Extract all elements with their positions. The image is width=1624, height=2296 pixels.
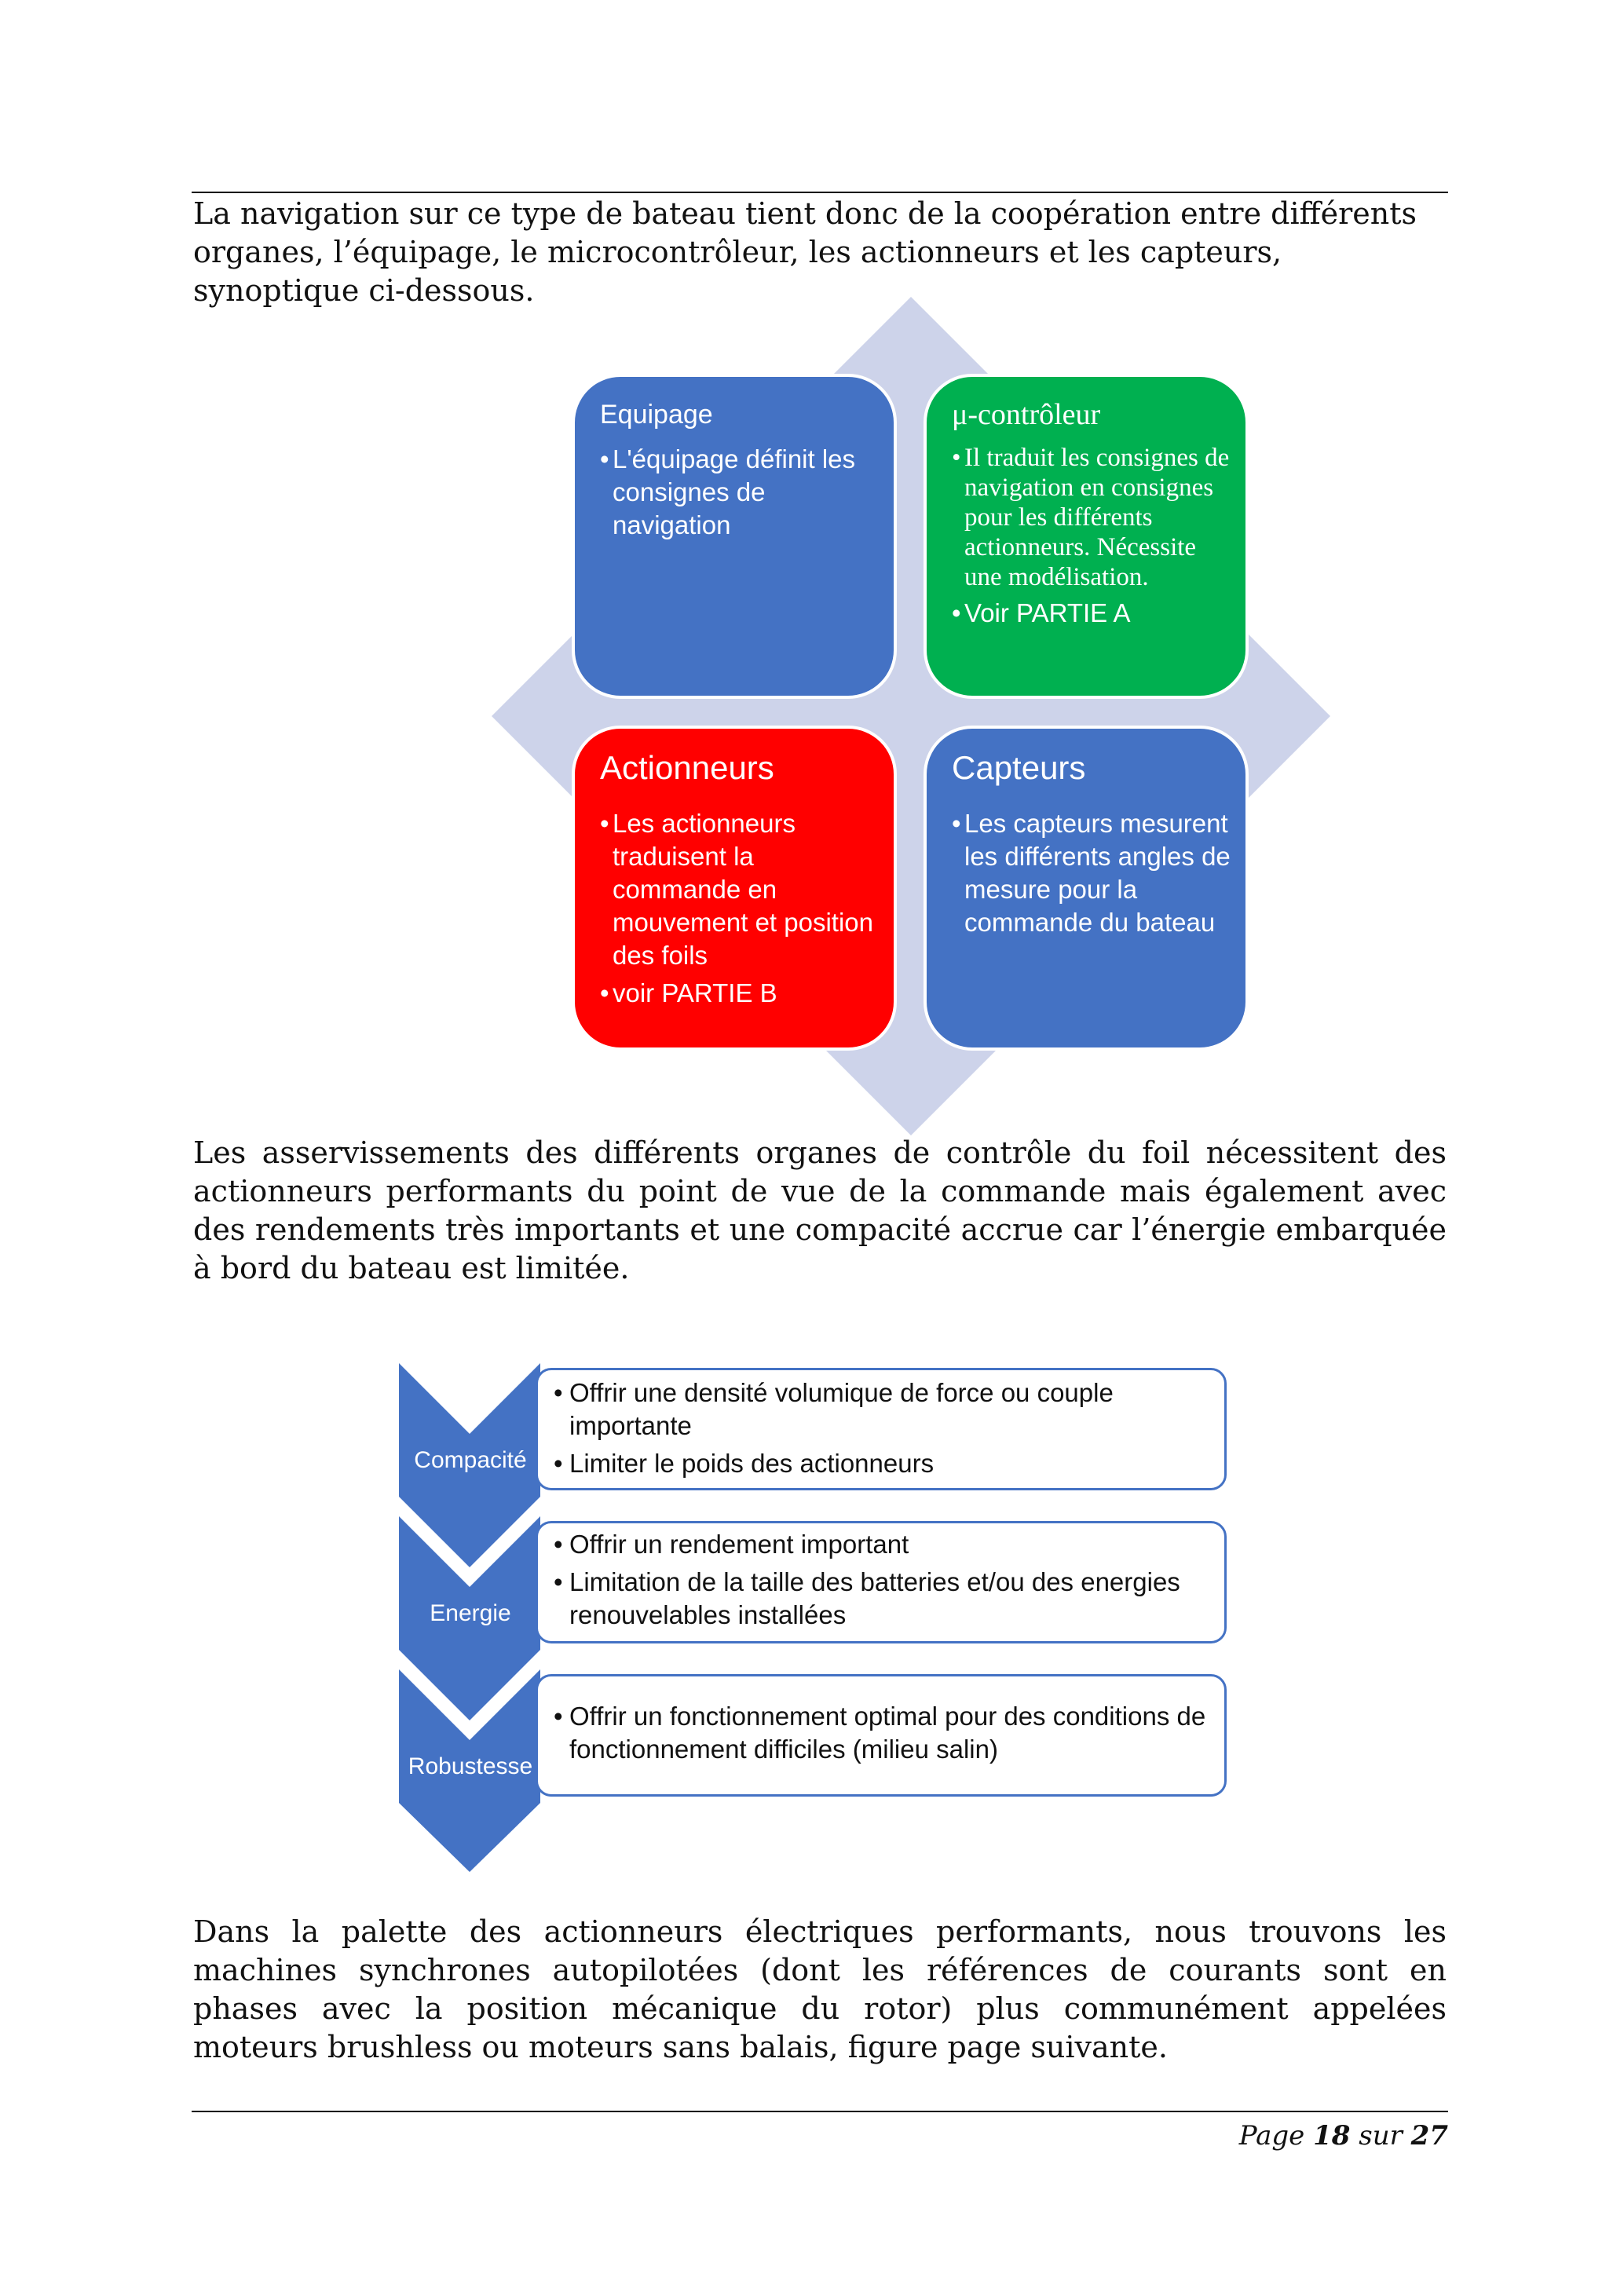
footer-total-pages: 27 — [1410, 2120, 1448, 2152]
tile-equipage-item: • L'équipage définit les consignes de navigation — [600, 443, 880, 542]
requirement-box-robustesse — [536, 1674, 1227, 1797]
tile-actionneurs-item: • Les actionneurs traduisent la commande en mouvement et position des foils — [600, 807, 880, 972]
tile-capteurs-title: Capteurs — [952, 749, 1086, 786]
requirement-item: • Offrir un rendement important — [554, 1528, 1213, 1561]
bottom-rule — [192, 2111, 1448, 2112]
middle-paragraph: Les asservissements des différents organes de contrôle du foil nécessitent des actionneurs performants du point de vue de la commande mais également avec des rendements très importants et une compacité accrue car l’énergie embarquée à bord du bateau est limitée. — [193, 1135, 1447, 1285]
requirement-label: Compacité — [414, 1447, 527, 1473]
requirement-box-energie — [536, 1521, 1227, 1643]
requirement-label: Energie — [430, 1600, 511, 1626]
tile-controleur-title: μ-contrôleur — [952, 398, 1101, 431]
requirement-item: • Offrir un fonctionnement optimal pour des conditions de fonctionnement difficiles (milieu salin) — [554, 1700, 1213, 1766]
intro-paragraph: La navigation sur ce type de bateau tient donc de la coopération entre différents organes, l’équipage, le microcontrôleur, les actionneurs et les capteurs, synoptique ci-dessous. — [193, 196, 1417, 308]
final-paragraph: Dans la palette des actionneurs électriques performants, nous trouvons les machines synchrones autopilotées (dont les références de courants sont en phases avec la position mécanique du rotor) plus communément appelées moteurs brushless ou moteurs sans balais, figure page suivante. — [193, 1914, 1447, 2064]
tile-actionneurs-title: Actionneurs — [600, 749, 774, 786]
requirement-item: • Limitation de la taille des batteries et/ou des energies renouvelables installées — [554, 1566, 1213, 1632]
requirement-label: Robustesse — [408, 1753, 533, 1779]
tile-actionneurs-item: • voir PARTIE B — [600, 977, 880, 1010]
requirement-item: • Offrir une densité volumique de force ou couple importante — [554, 1377, 1213, 1442]
page-footer — [1239, 2120, 1448, 2152]
tile-controleur-item: • Il traduit les consignes de navigation en consignes pour les différents actionneurs. Nécessite une modélisation. — [952, 443, 1231, 592]
requirement-box-compacite — [536, 1368, 1227, 1490]
tile-equipage-title: Equipage — [600, 400, 713, 430]
footer-of-word: sur — [1359, 2120, 1403, 2152]
footer-page-number: 18 — [1313, 2120, 1351, 2152]
footer-page-word: Page — [1238, 2120, 1305, 2152]
tile-capteurs-item: • Les capteurs mesurent les différents angles de mesure pour la commande du bateau — [952, 807, 1231, 939]
tile-controleur-item: • Voir PARTIE A — [952, 598, 1231, 628]
requirement-item: • Limiter le poids des actionneurs — [554, 1447, 1213, 1480]
